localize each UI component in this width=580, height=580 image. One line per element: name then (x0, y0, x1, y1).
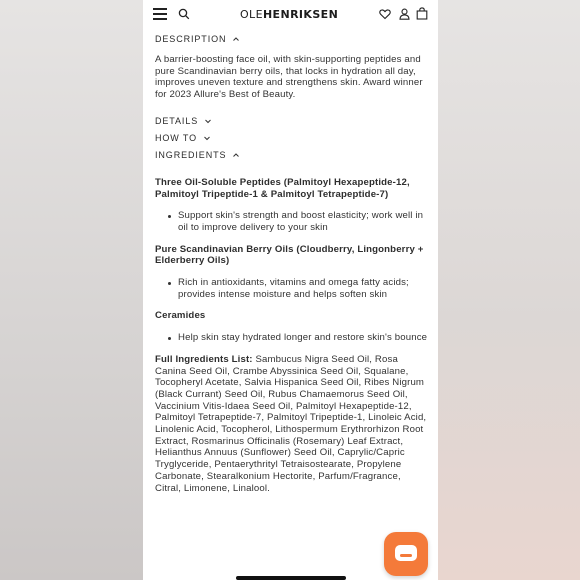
chat-button[interactable] (384, 532, 428, 576)
chevron-up-icon (232, 35, 240, 43)
hamburger-menu-icon[interactable] (153, 8, 167, 20)
accordion-ingredients-header[interactable] (155, 150, 429, 160)
ingredient-group-title: Three Oil-Soluble Peptides (Palmitoyl Hexapeptide-12, Palmitoyl Tripeptide-1 & Palmitoyl Tetrapeptide-7) (155, 176, 410, 200)
brand-logo[interactable] (240, 8, 338, 21)
ingredient-group-bullet: Support skin's strength and boost elasticity; work well in oil to improve delivery to your skin (155, 210, 429, 233)
search-icon[interactable] (178, 8, 190, 20)
ingredient-group-bullet: Rich in antioxidants, vitamins and omega fatty acids; provides intense moisture and helps soften skin (155, 277, 429, 300)
ingredient-group-title: Pure Scandinavian Berry Oils (Cloudberry, Lingonberry + Elderberry Oils) (155, 243, 424, 267)
top-navigation-bar (143, 0, 438, 30)
ingredient-group-bullet: Help skin stay hydrated longer and restore skin's bounce (155, 332, 429, 344)
bag-icon[interactable] (416, 7, 428, 20)
background-left (0, 0, 143, 580)
ingredient-group (155, 177, 429, 234)
description-text: A barrier-boosting face oil, with skin-supporting peptides and pure Scandinavian berry oils, that locks in hydration all day, improves uneven texture and strengthens skin. Award winner for 2023 Allure's Best of Beauty. (155, 54, 423, 101)
logo-text-bold: HENRIKSEN (262, 8, 339, 21)
full-ingredients-label: Full Ingredients List: (155, 353, 253, 365)
home-indicator[interactable] (236, 576, 346, 580)
ingredient-group (155, 310, 429, 343)
chevron-down-icon (203, 134, 211, 142)
accordion-how-to-label: HOW TO (155, 132, 198, 143)
phone-screen (143, 0, 438, 580)
ingredient-group-title: Ceramides (155, 310, 206, 322)
accordion-how-to-header[interactable] (155, 133, 429, 143)
accordion-ingredients-label: INGREDIENTS (155, 149, 227, 160)
accordion-description-header[interactable] (155, 34, 429, 44)
ingredient-group (155, 244, 429, 301)
user-icon[interactable] (399, 8, 410, 20)
product-info-content (155, 34, 429, 494)
background-right (438, 0, 580, 580)
full-ingredients-list (155, 354, 429, 494)
heart-icon[interactable] (379, 8, 391, 20)
accordion-details-label: DETAILS (155, 115, 199, 126)
accordion-details-header[interactable] (155, 116, 429, 126)
logo-text-thin: OLE (240, 8, 263, 21)
chevron-up-icon (232, 151, 240, 159)
chevron-down-icon (204, 117, 212, 125)
full-ingredients-text: Sambucus Nigra Seed Oil, Rosa Canina Seed Oil, Crambe Abyssinica Seed Oil, Squalane, Tocopheryl Acetate, Salvia Hispanica Seed Oil, Ribes Nigrum (Black Currant) Seed Oil, Rubus Chamaemorus Seed Oil, Vaccinium Vitis-Idaea Seed Oil, Palmitoyl Hexapeptide-12, Palmitoyl Tetrapeptide-7, Palmitoyl Tripeptide-1, Linoleic Acid, Linolenic Acid, Tocopherol, Lithospermum Erythrorhizon Root Extract, Rosmarinus Officinalis (Rosemary) Leaf Extract, Helianthus Annuus (Sunflower) Seed Oil, Caprylic/Capric Tryglyceride, Pentaerythrityl Tetraisostearate, Propylene Carbonate, Stearalkonium Hectorite, Parfum/Fragrance, Citral, Limonene, Linalool. (155, 353, 427, 494)
chat-bubble-icon (395, 545, 417, 561)
accordion-description-label: DESCRIPTION (155, 34, 227, 44)
